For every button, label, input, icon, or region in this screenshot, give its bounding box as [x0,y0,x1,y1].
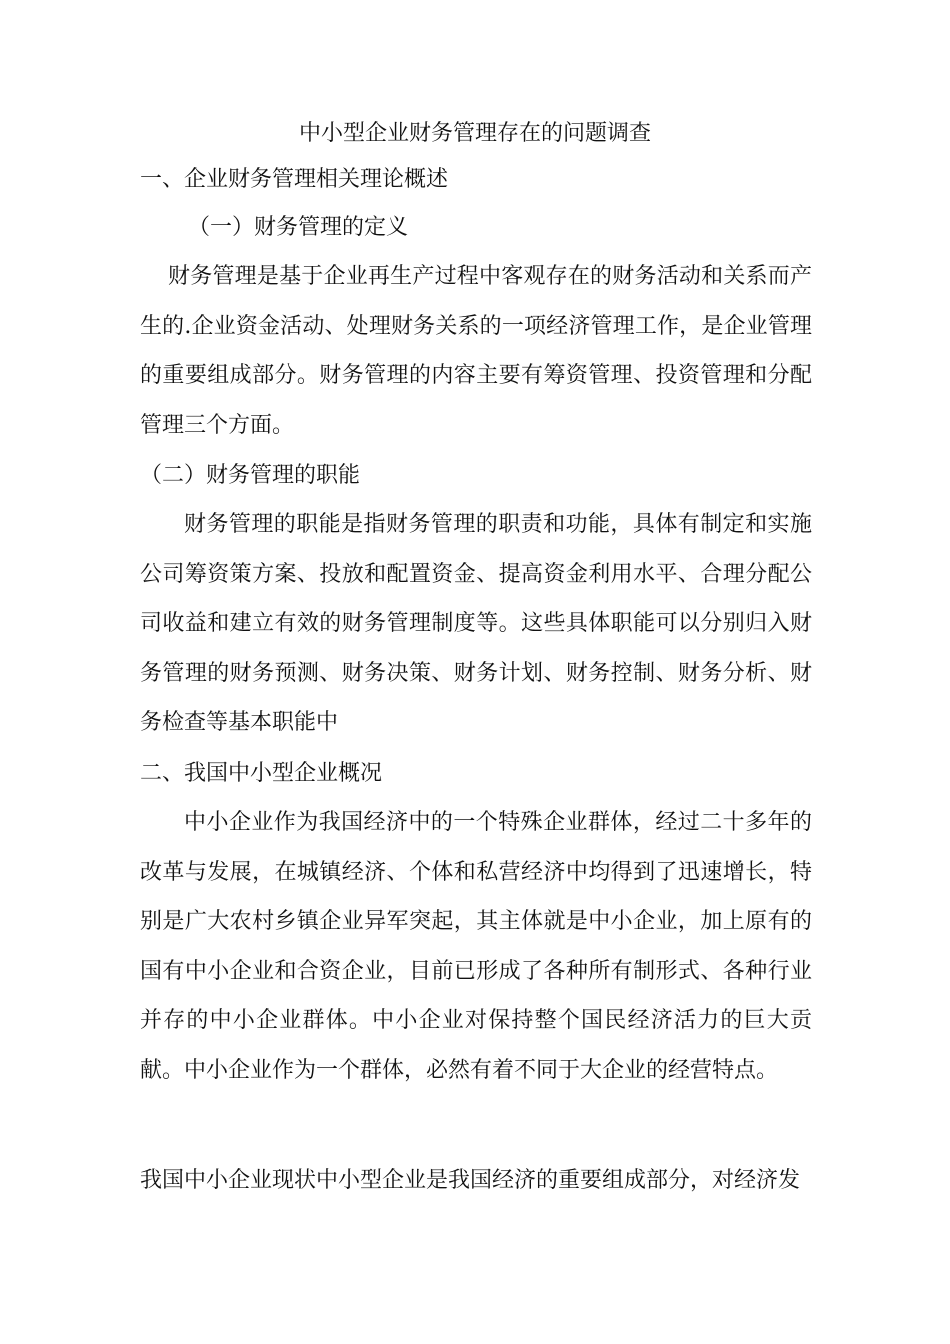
section-2-paragraph: 中小企业作为我国经济中的一个特殊企业群体，经过二十多年的改革与发展，在城镇经济、个体和私营经济中均得到了迅速增长，特别是广大农村乡镇企业异军突起，其主体就是中小企业，加上原有的国有中小企业和合资企业，目前已形成了各种所有制形式、各种行业并存的中小企业群体。中小企业对保持整个国民经济活力的巨大贡献。中小企业作为一个群体，必然有着不同于大企业的经营特点。 [140,810,812,1083]
document-title: 中小型企业财务管理存在的问题调查 [298,121,651,146]
subsection-1-heading: （一）财务管理的定义 [188,215,409,240]
section-2-heading: 二、我国中小型企业概况 [140,761,383,786]
section-1-heading: 一、企业财务管理相关理论概述 [140,167,449,192]
subsection-2-paragraph: 财务管理的职能是指财务管理的职责和功能，具体有制定和实施公司筹资策方案、投放和配置资金、提高资金利用水平、合理分配公司收益和建立有效的财务管理制度等。这些具体职能可以分别归入财务管理的财务预测、财务决策、财务计划、财务控制、财务分析、财务检查等基本职能中 [140,512,812,736]
subsection-2-heading: （二）财务管理的职能 [140,463,361,488]
section-2-status-paragraph: 我国中小企业现状中小型企业是我国经济的重要组成部分，对经济发 [140,1168,801,1193]
subsection-1-paragraph: 财务管理是基于企业再生产过程中客观存在的财务活动和关系而产生的.企业资金活动、处理财务关系的一项经济管理工作，是企业管理的重要组成部分。财务管理的内容主要有筹资管理、投资管理和分配管理三个方面。 [140,264,812,438]
